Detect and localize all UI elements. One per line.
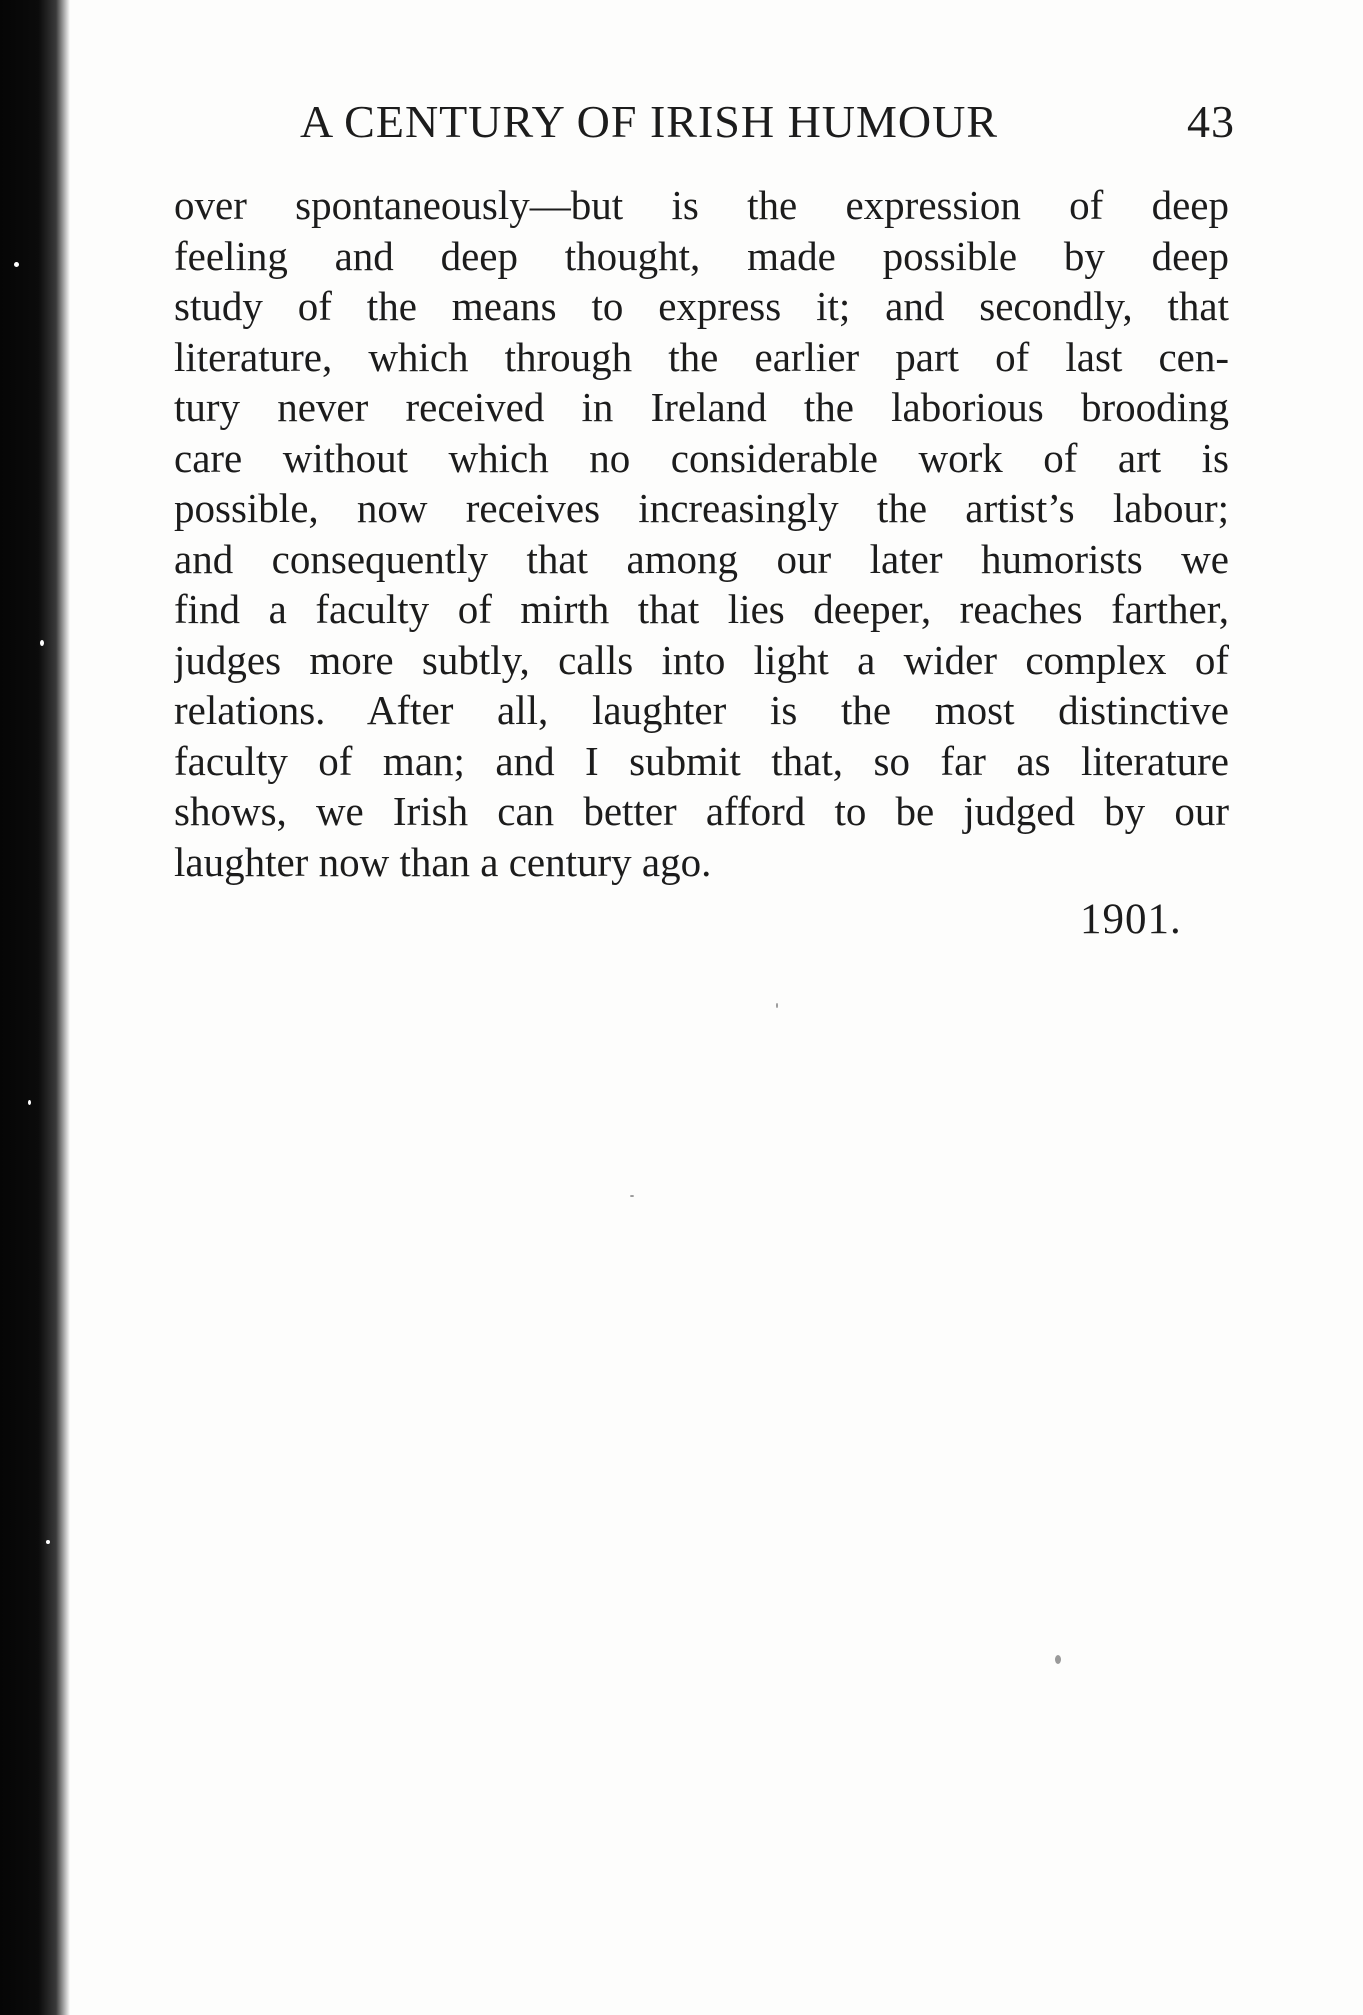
text-line: care without which no considerable work of art is [174,434,1229,481]
text-line: over spontaneously—but is the expression of deep [174,182,1229,228]
text-line: shows, we Irish can better afford to be judged by our [174,788,1229,834]
scan-speck [40,640,44,646]
scan-speck [14,262,19,267]
body-paragraph [174,180,1229,887]
running-title: A CENTURY OF IRISH HUMOUR [300,96,999,147]
scan-smudge [630,1195,634,1197]
text-line: judges more subtly, calls into light a wider complex of [174,636,1229,683]
text-line: relations. After all, laughter is the most distinctive [174,687,1229,733]
binding-edge [0,0,70,2015]
dateline: 1901. [1080,896,1182,943]
text-line: find a faculty of mirth that lies deeper, reaches farther, [174,586,1229,632]
text-line: and consequently that among our later humorists we [174,535,1229,582]
scan-smudge [1055,1655,1061,1664]
text-line: possible, now receives increasingly the artist’s labour; [174,485,1229,531]
text-line: faculty of man; and I submit that, so far as literature [174,737,1229,784]
text-line: feeling and deep thought, made possible by deep [174,232,1229,279]
text-line: study of the means to express it; and secondly, that [174,283,1229,329]
scan-speck [28,1100,31,1105]
running-head [300,92,1235,152]
page-number: 43 [1187,96,1235,147]
text-line: literature, which through the earlier part of last cen- [174,333,1229,380]
scan-speck [46,1540,50,1544]
scan-smudge [776,1003,778,1008]
text-line: tury never received in Ireland the laborious brooding [174,384,1229,430]
text-line: laughter now than a century ago. [174,838,712,885]
